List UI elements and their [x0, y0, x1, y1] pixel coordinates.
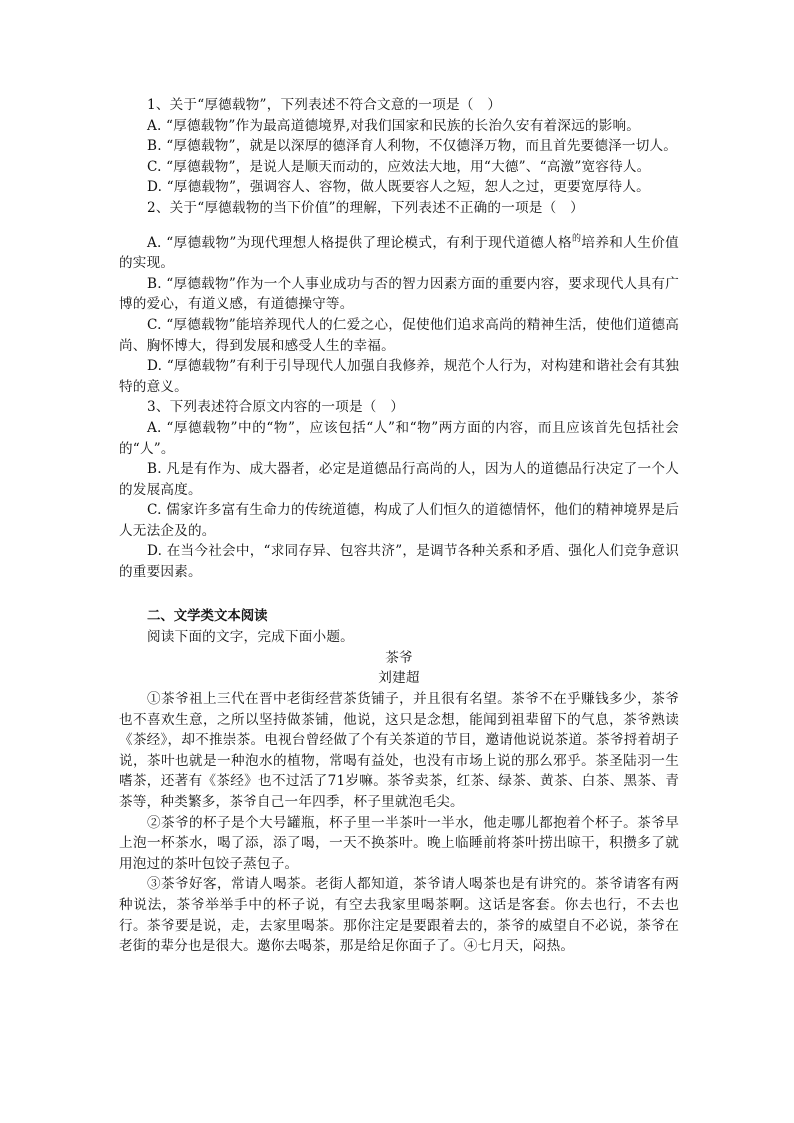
q2-option-d: D. “厚德载物”有利于引导现代人加强自我修养，规范个人行为，对构建和谐社会有其独特的意义。 [119, 358, 679, 395]
q2-option-c: C. “厚德载物”能培养现代人的仁爱之心，促使他们追求高尚的精神生活，使他们道德高尚、胸怀博大，得到发展和感受人生的幸福。 [119, 316, 679, 354]
story-paragraph-3: ③茶爷好客，常请人喝茶。老街人都知道，茶爷请人喝茶也是有讲究的。茶爷请客有两种说法，茶爷举举手中的杯子说，有空去我家里喝茶啊。这话是客套。你去也行，不去也行。茶爷要是说，走，去家里喝茶。那你注定是要跟着去的，茶爷的威望自不必说，茶爷在老街的辈分也是很大。邀你去喝茶，那是给足你面子了。④七月天，闷热。 [119, 876, 679, 955]
q3-option-b: B. 凡是有作为、成大器者，必定是道德品行高尚的人，因为人的道德品行决定了一个人的发展高度。 [119, 461, 679, 498]
document-page [119, 95, 679, 957]
story-title: 茶爷 [385, 649, 413, 666]
story-author: 刘建超 [378, 670, 420, 687]
q1-option-b: B. “厚德载物”，就是以深厚的德泽育人利物，不仅德泽万物，而且首先要德泽一切人。 [147, 138, 678, 155]
q3-stem: 3、下列表述符合原文内容的一项是（ ） [147, 399, 405, 416]
q1-option-c: C. “厚德载物”，是说人是顺天而动的，应效法大地，用“大德”、“高激”宽容待人。 [147, 158, 651, 175]
story-paragraph-1: ①茶爷祖上三代在晋中老街经营茶货铺子，并且很有名望。茶爷不在乎赚钱多少，茶爷也不喜欢生意，之所以坚持做茶铺，他说，这只是念想，能闻到祖辈留下的气息，茶爷熟读《茶经》，却不推崇茶。电视台曾经做了个有关茶道的节目，邀请他说说茶道。茶爷捋着胡子说，茶叶也就是一种泡水的植物，常喝有益处，也没有市场上说的那么邪乎。茶圣陆羽一生嗜茶，还著有《茶经》也不过活了71岁嘛。茶爷卖茶，红茶、绿茶、黄茶、白茶、黑茶、青茶等，种类繁多，茶爷自己一年四季，杯子里就泡毛尖。 [119, 691, 679, 810]
q1-option-d: D. “厚德载物”，强调容人、容物，做人既要容人之短，恕人之过，更要宽厚待人。 [147, 179, 650, 196]
reading-instruction: 阅读下面的文字，完成下面小题。 [147, 629, 354, 646]
q3-option-c: C. 儒家许多富有生命力的传统道德，构成了人们恒久的道德情怀，他们的精神境界是后人无法企及的。 [119, 502, 679, 539]
q3-option-d: D. 在当今社会中，“求同存异、包容共济”，是调节各种关系和矛盾、强化人们竞争意识的重要因素。 [119, 543, 679, 581]
q1-stem: 1、关于“厚德载物”，下列表述不符合文意的一项是（ ） [147, 97, 502, 113]
story-paragraph-2: ②茶爷的杯子是个大号罐瓶，杯子里一半茶叶一半水，他走哪儿都抱着个杯子。茶爷早上泡一杯茶水，喝了添，添了喝，一天不换茶叶。晚上临睡前将茶叶捞出晾干，积攒多了就用泡过的茶叶包饺子蒸包子。 [119, 814, 679, 872]
spacer [119, 583, 679, 607]
q1-option-a: A. “厚德载物”作为最高道德境界,对我们国家和民族的长治久安有着深远的影响。 [147, 117, 641, 134]
q2-option-b: B. “厚德载物”作为一个人事业成功与否的智力因素方面的重要内容，要求现代人具有广博的爱心，有道义感，有道德操守等。 [119, 275, 679, 313]
q2-option-a [119, 229, 679, 274]
q2-option-a-text-end: 培养和人生价值的实现。 [119, 234, 679, 272]
q2-option-a-text: A. “厚德载物”为现代理想人格提供了理论模式，有利于现代道德人格 [147, 234, 572, 251]
q2-stem: 2、关于“厚德载物的当下价值”的理解，下列表述不正确的一项是（ ） [147, 199, 584, 216]
q2-option-a-superscript: 的 [572, 233, 582, 244]
spacer [119, 219, 679, 229]
section-heading: 二、文学类文本阅读 [147, 608, 268, 624]
q3-option-a: A. “厚德载物”中的“物”，应该包括“人”和“物”两方面的内容，而且应该首先包括社会的“人”。 [119, 419, 679, 457]
